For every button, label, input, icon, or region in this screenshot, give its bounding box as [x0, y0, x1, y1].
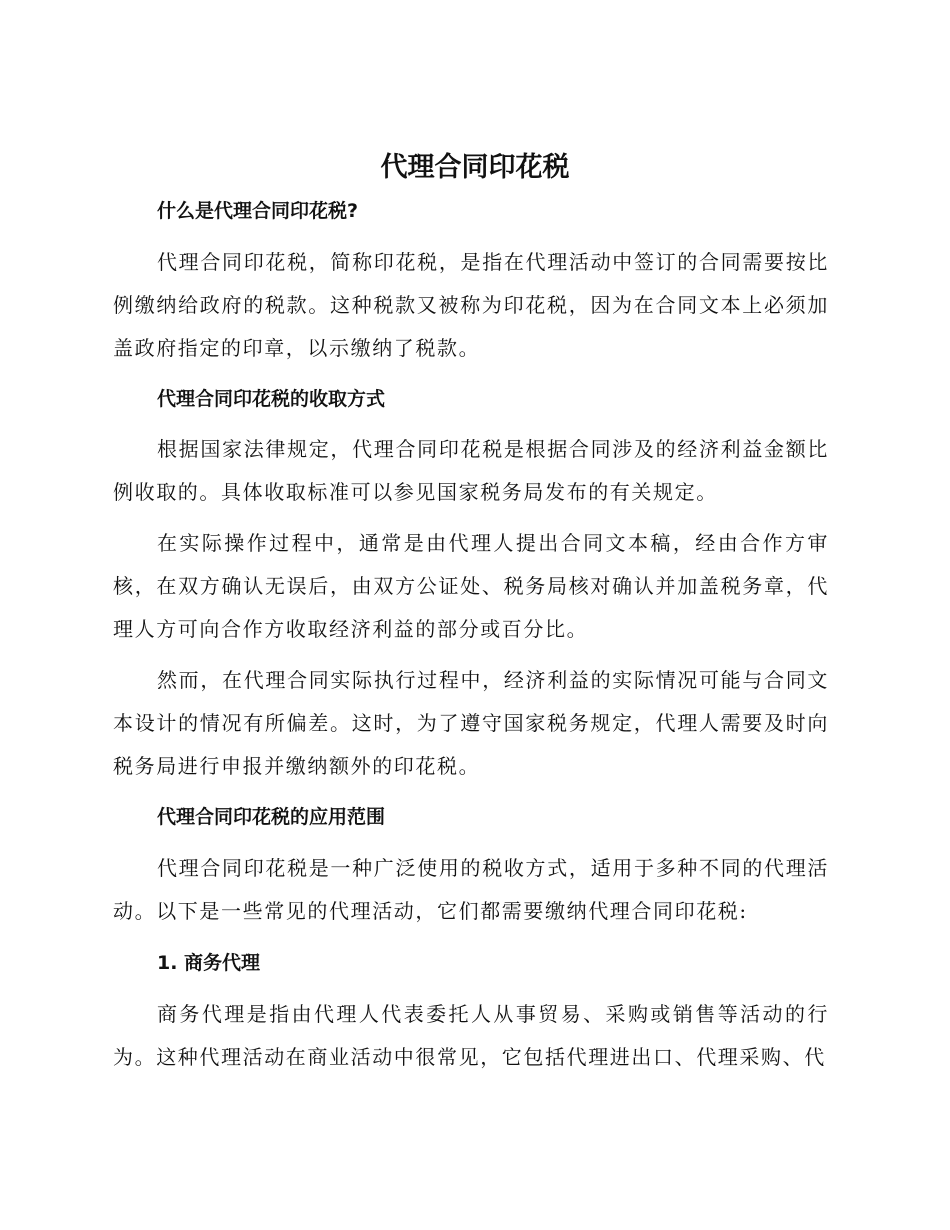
section-heading-scope: 代理合同印花税的应用范围	[157, 806, 386, 828]
paragraph-deviation: 然而，在代理合同实际执行过程中，经济利益的实际情况可能与合同文本设计的情况有所偏差。这时，为了遵守国家税务规定，代理人需要及时向税务局进行申报并缴纳额外的印花税。	[113, 668, 829, 778]
paragraph-scope-intro: 代理合同印花税是一种广泛使用的税收方式，适用于多种不同的代理活动。以下是一些常见的代理活动，它们都需要缴纳代理合同印花税:	[113, 856, 829, 923]
paragraph-legal-basis: 根据国家法律规定，代理合同印花税是根据合同涉及的经济利益金额比例收取的。具体收取标准可以参见国家税务局发布的有关规定。	[113, 437, 829, 504]
paragraph-commercial-agency: 商务代理是指由代理人代表委托人从事贸易、采购或销售等活动的行为。这种代理活动在商业活动中很常见，它包括代理进出口、代理采购、代	[113, 1002, 829, 1069]
section-heading-commercial-agency: 1. 商务代理	[157, 952, 261, 974]
document-title: 代理合同印花税	[380, 152, 570, 183]
paragraph-definition: 代理合同印花税，简称印花税，是指在代理活动中签订的合同需要按比例缴纳给政府的税款。这种税款又被称为印花税，因为在合同文本上必须加盖政府指定的印章，以示缴纳了税款。	[113, 250, 829, 360]
section-heading-what-is: 什么是代理合同印花税?	[157, 200, 359, 222]
section-heading-collection-method: 代理合同印花税的收取方式	[157, 388, 386, 410]
paragraph-operation-process: 在实际操作过程中，通常是由代理人提出合同文本稿，经由合作方审核，在双方确认无误后，由双方公证处、税务局核对确认并加盖税务章，代理人方可向合作方收取经济利益的部分或百分比。	[113, 531, 829, 641]
